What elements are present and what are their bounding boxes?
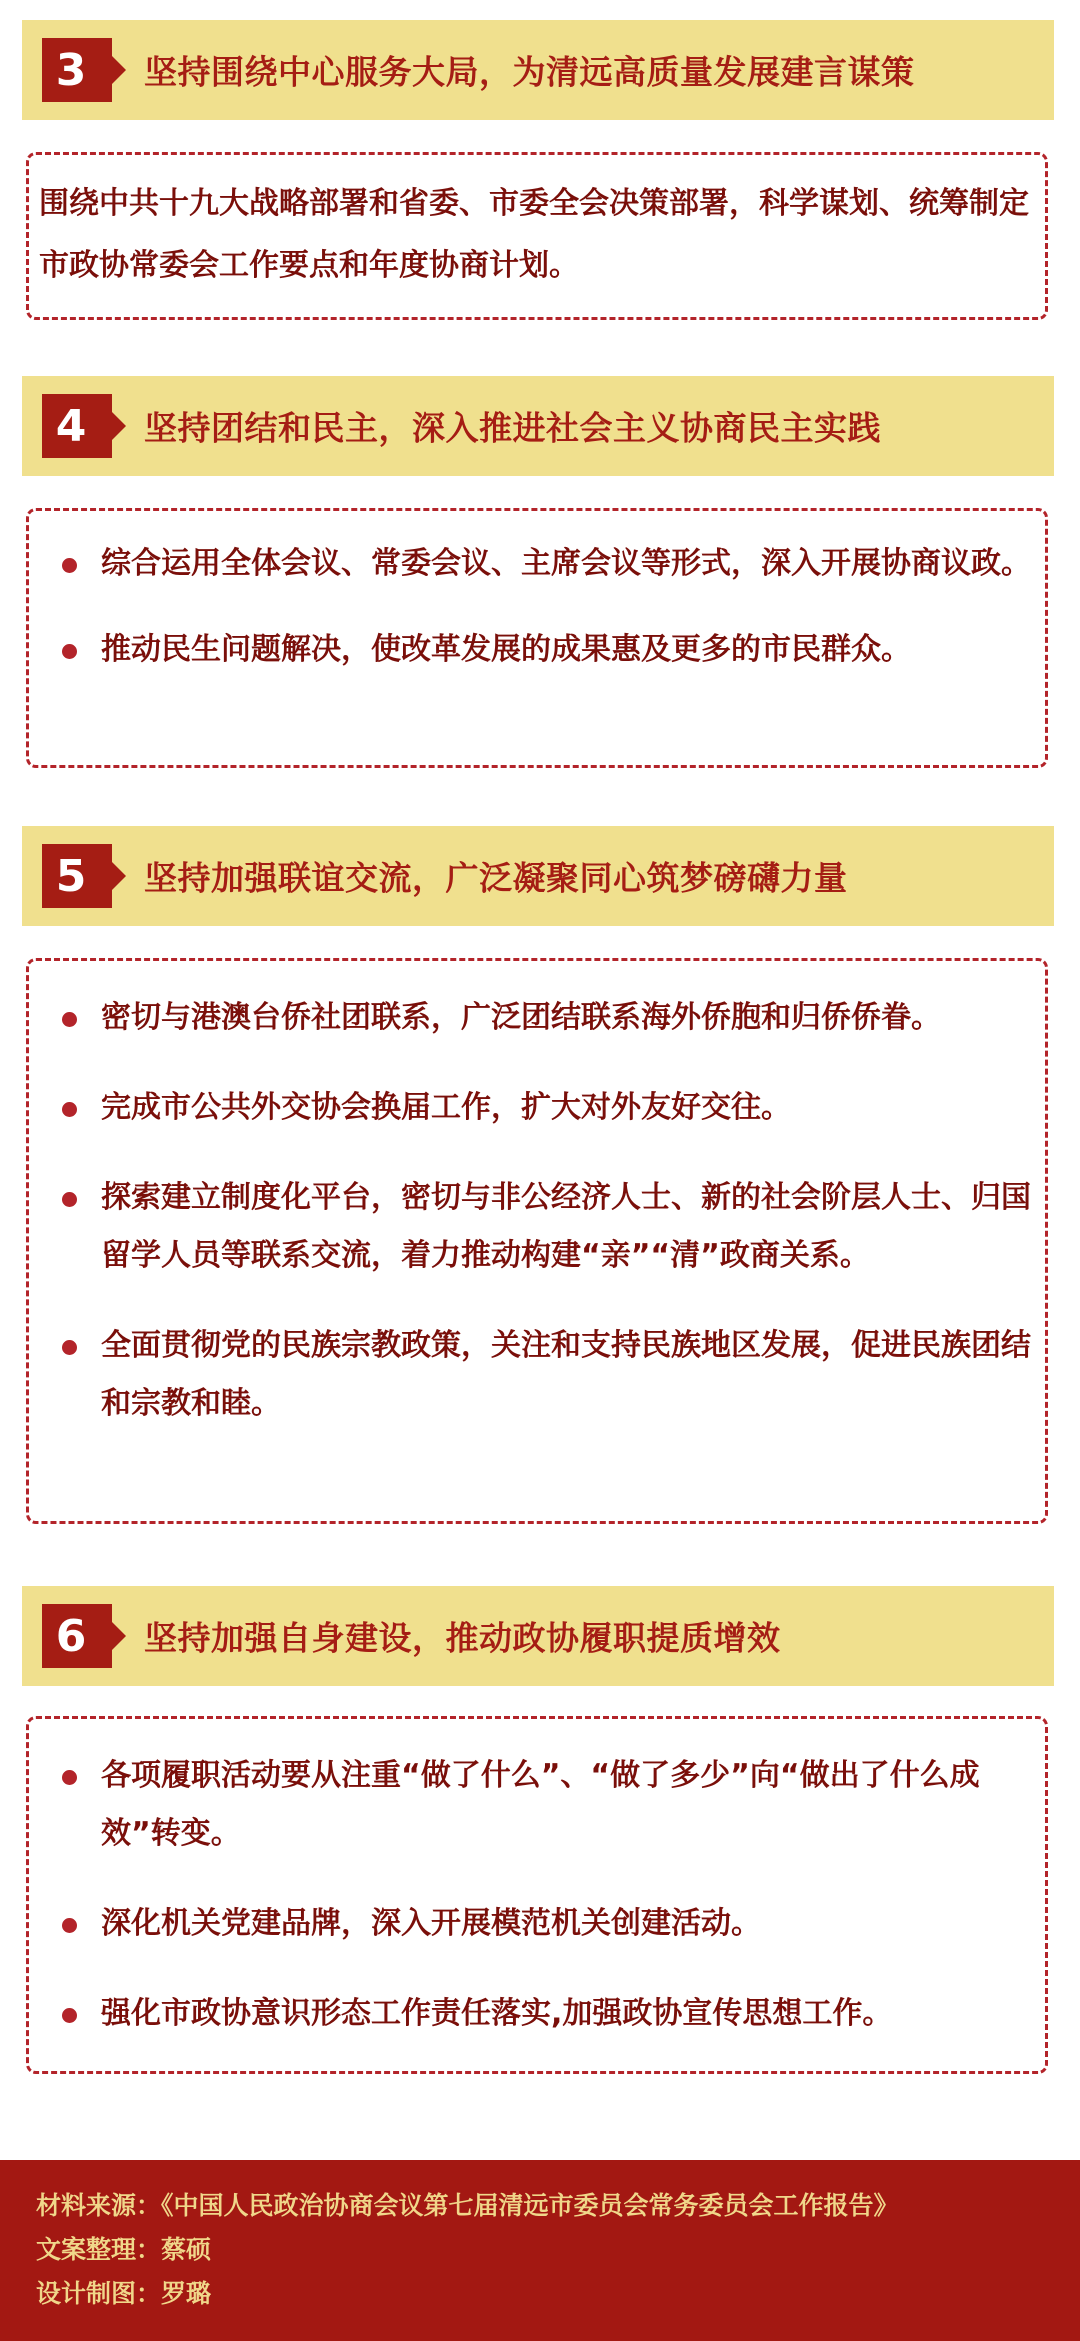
list-item: 密切与港澳台侨社团联系，广泛团结联系海外侨胞和归侨侨眷。 [29,989,1045,1047]
source-credit: 材料来源：《中国人民政治协商会议第七届清远市委员会常务委员会工作报告》 [36,2191,899,2220]
list-item: 完成市公共外交协会换届工作，扩大对外友好交往。 [29,1079,1045,1137]
section-5-content [26,958,1048,1524]
section-6-content [26,1716,1048,2074]
section-title: 坚持加强联谊交流，广泛凝聚同心筑梦磅礴力量 [144,858,848,898]
bullet-dot-icon [62,1012,77,1027]
bullet-dot-icon [62,1918,77,1933]
section-number-badge: 6 [42,1604,112,1668]
section-number-badge: 5 [42,844,112,908]
section-title: 坚持围绕中心服务大局，为清远高质量发展建言谋策 [144,52,915,92]
section-4-header [22,376,1054,476]
credits-footer [0,2160,1080,2341]
section-5-header [22,826,1054,926]
list-item: 综合运用全体会议、常委会议、主席会议等形式，深入开展协商议政。 [29,535,1045,593]
list-item: 推动民生问题解决，使改革发展的成果惠及更多的市民群众。 [29,621,1045,679]
section-title: 坚持加强自身建设，推动政协履职提质增效 [144,1618,781,1658]
bullet-dot-icon [62,2008,77,2023]
bullet-dot-icon [62,558,77,573]
section-number-badge: 4 [42,394,112,458]
section-6-header [22,1586,1054,1686]
section-3-header [22,20,1054,120]
section-paragraph: 围绕中共十九大战略部署和省委、市委全会决策部署，科学谋划、统筹制定市政协常委会工作要点和年度协商计划。 [39,186,1029,283]
list-item: 深化机关党建品牌，深入开展模范机关创建活动。 [29,1895,1045,1953]
bullet-dot-icon [62,1340,77,1355]
designer-credit: 设计制图：罗璐 [36,2279,212,2308]
list-item: 各项履职活动要从注重“做了什么”、“做了多少”向“做出了什么成效”转变。 [29,1747,1045,1863]
section-number-badge: 3 [42,38,112,102]
section-3-content [26,152,1048,320]
section-title: 坚持团结和民主，深入推进社会主义协商民主实践 [144,408,881,448]
list-item: 探索建立制度化平台，密切与非公经济人士、新的社会阶层人士、归国留学人员等联系交流，着力推动构建“亲”“清”政商关系。 [29,1169,1045,1285]
list-item: 全面贯彻党的民族宗教政策，关注和支持民族地区发展，促进民族团结和宗教和睦。 [29,1317,1045,1433]
section-4-content [26,508,1048,768]
copywriter-credit: 文案整理：蔡硕 [36,2235,212,2264]
bullet-dot-icon [62,1192,77,1207]
bullet-dot-icon [62,1102,77,1117]
bullet-dot-icon [62,1770,77,1785]
list-item: 强化市政协意识形态工作责任落实,加强政协宣传思想工作。 [29,1985,1045,2043]
bullet-dot-icon [62,644,77,659]
